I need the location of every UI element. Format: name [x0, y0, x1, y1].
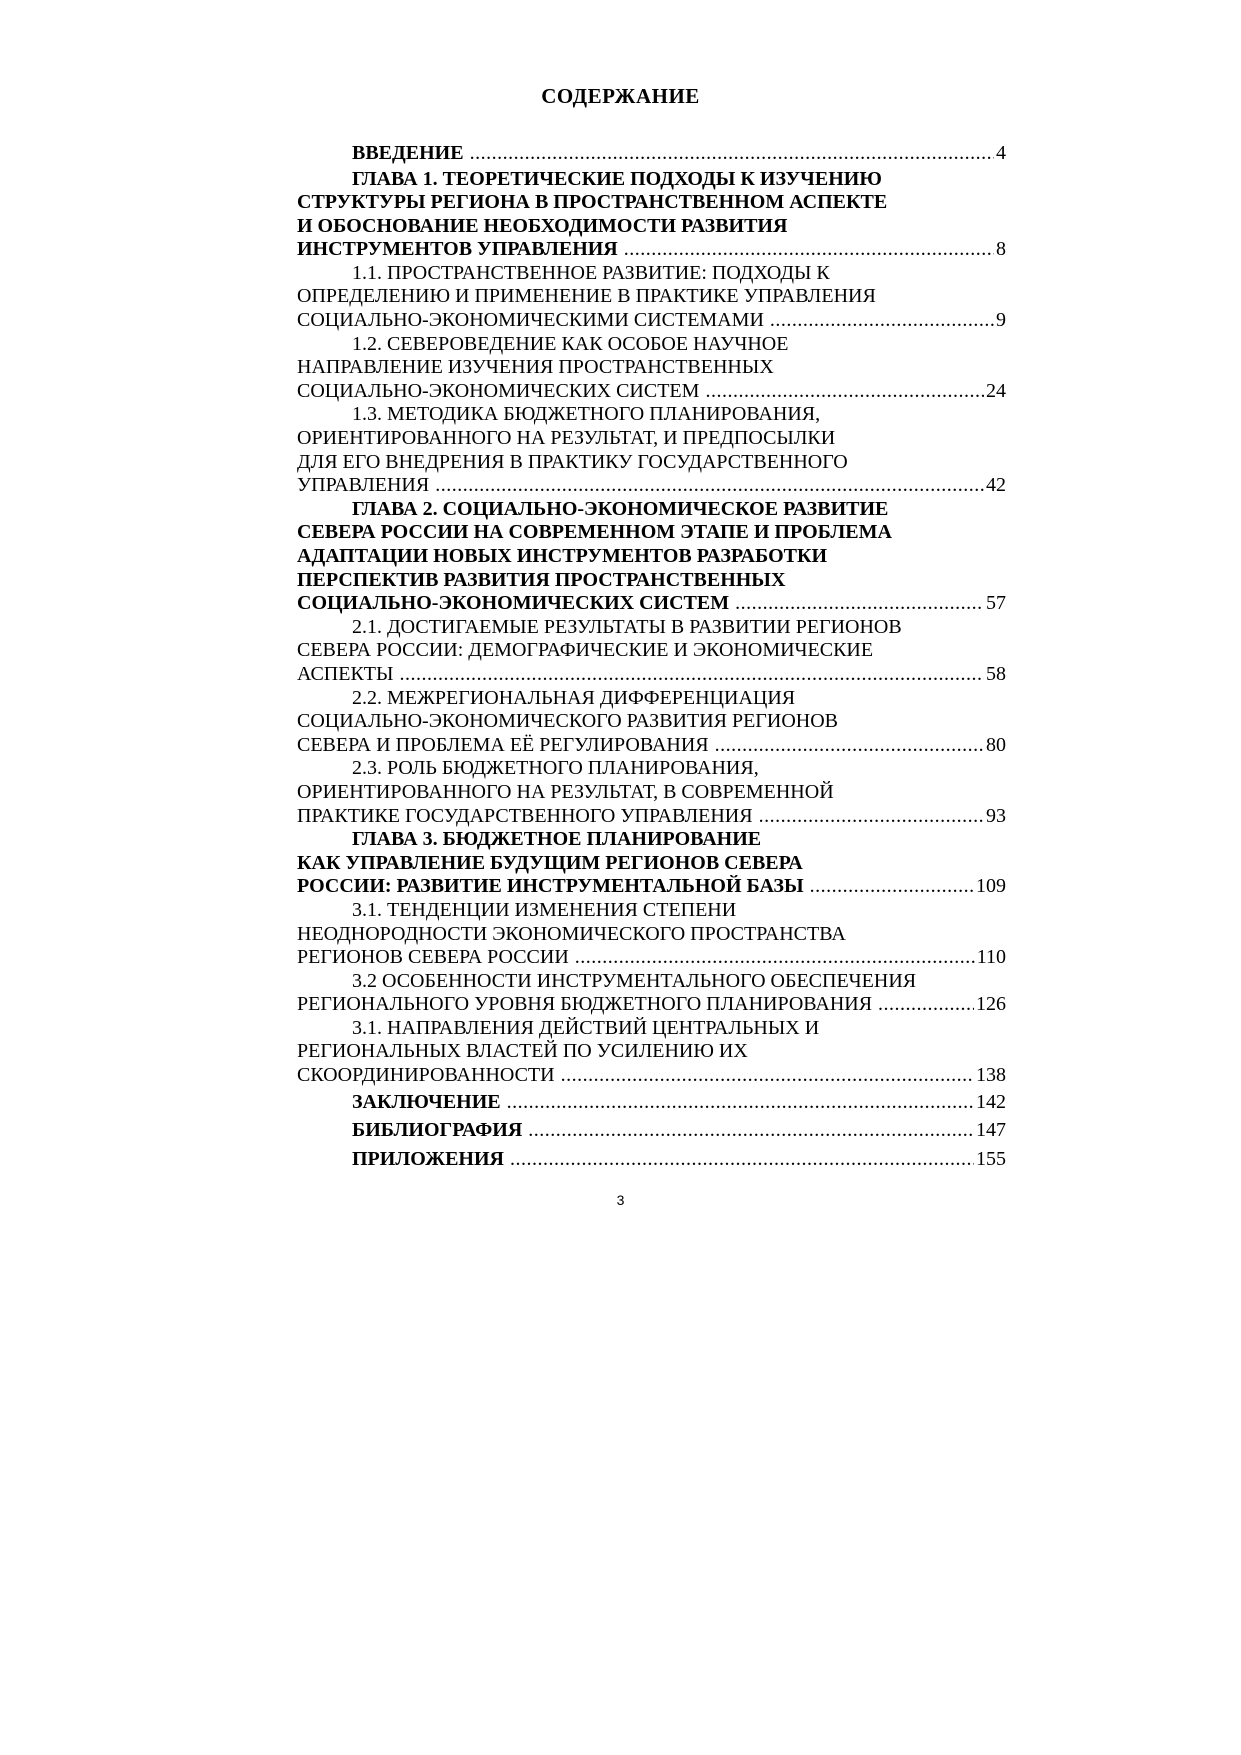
toc-entry-title-line: СТРУКТУРЫ РЕГИОНА В ПРОСТРАНСТВЕННОМ АСПЕКТЕ [297, 191, 888, 214]
toc-entry-title-line: ИНСТРУМЕНТОВ УПРАВЛЕНИЯ [297, 238, 618, 261]
toc-entry [297, 616, 1006, 687]
toc-entry [297, 139, 1006, 168]
toc-entry-page: 155 [976, 1147, 1006, 1170]
toc-entry-page: 109 [976, 875, 1006, 898]
toc-entry-page: 142 [976, 1090, 1006, 1113]
toc-entry-title-line: 3.1. НАПРАВЛЕНИЯ ДЕЙСТВИЙ ЦЕНТРАЛЬНЫХ И [352, 1016, 820, 1039]
toc-entry-title-line: КАК УПРАВЛЕНИЕ БУДУЩИМ РЕГИОНОВ СЕВЕРА [297, 851, 803, 874]
toc-entry-title-line: ПРИЛОЖЕНИЯ [352, 1147, 504, 1170]
toc-entry-title-line: 3.1. ТЕНДЕНЦИИ ИЗМЕНЕНИЯ СТЕПЕНИ [352, 898, 737, 921]
toc-entry [297, 498, 1006, 616]
toc-entry-title-line: ГЛАВА 2. СОЦИАЛЬНО-ЭКОНОМИЧЕСКОЕ РАЗВИТИЕ [352, 497, 889, 520]
toc-entry-title-line: СЕВЕРА РОССИИ НА СОВРЕМЕННОМ ЭТАПЕ И ПРОБЛЕМА [297, 521, 892, 544]
toc-entry-title-line: И ОБОСНОВАНИЕ НЕОБХОДИМОСТИ РАЗВИТИЯ [297, 214, 788, 237]
toc-entry-page: 4 [996, 142, 1006, 164]
dot-leader [470, 139, 994, 168]
toc-entry-title-line: НЕОДНОРОДНОСТИ ЭКОНОМИЧЕСКОГО ПРОСТРАНСТВА [297, 922, 846, 945]
toc-entry [297, 168, 1006, 262]
toc-entry-title-line: УПРАВЛЕНИЯ [297, 474, 430, 497]
toc-entry-title-line: 1.2. СЕВЕРОВЕДЕНИЕ КАК ОСОБОЕ НАУЧНОЕ [352, 332, 789, 355]
toc-entry-title-line: АСПЕКТЫ [297, 662, 394, 685]
toc-entry-title-line: СОЦИАЛЬНО-ЭКОНОМИЧЕСКОГО РАЗВИТИЯ РЕГИОНОВ [297, 710, 838, 733]
dot-leader [561, 1064, 974, 1088]
toc-entry-title-line: ВВЕДЕНИЕ [352, 142, 464, 164]
toc-entry [297, 333, 1006, 404]
toc-entry-title-line: НАПРАВЛЕНИЕ ИЗУЧЕНИЯ ПРОСТРАНСТВЕННЫХ [297, 356, 774, 379]
toc-entry [297, 1145, 1006, 1174]
toc-entry-page: 42 [986, 474, 1006, 497]
toc-entry-title-line: АДАПТАЦИИ НОВЫХ ИНСТРУМЕНТОВ РАЗРАБОТКИ [297, 545, 828, 567]
toc-entry-title-line: СЕВЕРА РОССИИ: ДЕМОГРАФИЧЕСКИЕ И ЭКОНОМИЧЕСКИЕ [297, 639, 874, 662]
toc-entry-title-line: РЕГИОНАЛЬНЫХ ВЛАСТЕЙ ПО УСИЛЕНИЮ ИХ [297, 1040, 748, 1063]
toc-entry [297, 757, 1006, 828]
toc-entry-page: 24 [986, 379, 1006, 402]
toc-entry [297, 1017, 1006, 1088]
toc-entry-title-line: СОЦИАЛЬНО-ЭКОНОМИЧЕСКИМИ СИСТЕМАМИ [297, 309, 764, 332]
toc-entry-title-line: ПЕРСПЕКТИВ РАЗВИТИЯ ПРОСТРАНСТВЕННЫХ [297, 568, 786, 591]
dot-leader [510, 1145, 974, 1174]
dot-leader [435, 474, 984, 498]
toc-entry-title-line: СЕВЕРА И ПРОБЛЕМА ЕЁ РЕГУЛИРОВАНИЯ [297, 733, 709, 756]
toc-entry-title-line: 2.1. ДОСТИГАЕМЫЕ РЕЗУЛЬТАТЫ В РАЗВИТИИ РЕГИОНОВ [352, 615, 902, 638]
toc-entry-title-line: СКООРДИНИРОВАННОСТИ [297, 1064, 555, 1087]
toc-entry [297, 687, 1006, 758]
toc-entry-title-line: РЕГИОНАЛЬНОГО УРОВНЯ БЮДЖЕТНОГО ПЛАНИРОВАНИЯ [297, 993, 873, 1016]
table-of-contents [297, 139, 1006, 1173]
page-number: 3 [616, 1192, 625, 1208]
toc-entry [297, 1088, 1006, 1117]
toc-entry-page: 9 [996, 309, 1006, 332]
toc-entry-title-line: ОРИЕНТИРОВАННОГО НА РЕЗУЛЬТАТ, И ПРЕДПОСЫЛКИ [297, 427, 836, 450]
dot-leader [575, 946, 975, 970]
toc-entry-title-line: ОРИЕНТИРОВАННОГО НА РЕЗУЛЬТАТ, В СОВРЕМЕННОЙ [297, 780, 834, 803]
toc-entry-page: 147 [976, 1119, 1006, 1142]
toc-entry-title-line: РОССИИ: РАЗВИТИЕ ИНСТРУМЕНТАЛЬНОЙ БАЗЫ [297, 875, 804, 898]
toc-entry-title-line: ОПРЕДЕЛЕНИЮ И ПРИМЕНЕНИЕ В ПРАКТИКЕ УПРАВЛЕНИЯ [297, 285, 876, 308]
dot-leader [399, 663, 984, 687]
dot-leader [878, 993, 974, 1017]
dot-leader [507, 1088, 974, 1117]
toc-entry-title-line: 2.2. МЕЖРЕГИОНАЛЬНАЯ ДИФФЕРЕНЦИАЦИЯ [352, 686, 796, 709]
toc-entry-page: 110 [976, 946, 1006, 969]
toc-entry [297, 970, 1006, 1017]
toc-entry-title-line: ПРАКТИКЕ ГОСУДАРСТВЕННОГО УПРАВЛЕНИЯ [297, 804, 753, 827]
toc-entry [297, 899, 1006, 970]
toc-entry [297, 828, 1006, 899]
toc-entry-title-line: 1.3. МЕТОДИКА БЮДЖЕТНОГО ПЛАНИРОВАНИЯ, [352, 403, 821, 426]
toc-entry-page: 126 [976, 993, 1006, 1016]
toc-entry-page: 138 [976, 1064, 1006, 1087]
toc-entry-title-line: ЗАКЛЮЧЕНИЕ [352, 1090, 501, 1113]
toc-entry [297, 1116, 1006, 1145]
toc-entry-title-line: СОЦИАЛЬНО-ЭКОНОМИЧЕСКИХ СИСТЕМ [297, 592, 730, 615]
dot-leader [624, 238, 994, 262]
toc-entry-title-line: 2.3. РОЛЬ БЮДЖЕТНОГО ПЛАНИРОВАНИЯ, [352, 757, 759, 780]
dot-leader [715, 734, 984, 758]
toc-entry [297, 262, 1006, 333]
toc-entry-page: 8 [996, 238, 1006, 261]
dot-leader [810, 875, 974, 899]
toc-entry-title-line: 1.1. ПРОСТРАНСТВЕННОЕ РАЗВИТИЕ: ПОДХОДЫ К [352, 261, 830, 284]
toc-entry-page: 57 [986, 592, 1006, 615]
toc-entry-title-line: РЕГИОНОВ СЕВЕРА РОССИИ [297, 946, 569, 969]
toc-entry-title-line: 3.2 ОСОБЕННОСТИ ИНСТРУМЕНТАЛЬНОГО ОБЕСПЕЧЕНИЯ [352, 969, 917, 992]
toc-entry-title-line: БИБЛИОГРАФИЯ [352, 1119, 523, 1142]
dot-leader [735, 592, 984, 616]
toc-entry-page: 58 [986, 662, 1006, 685]
toc-entry-page: 80 [986, 733, 1006, 756]
dot-leader [528, 1116, 974, 1145]
toc-entry-title-line: ГЛАВА 1. ТЕОРЕТИЧЕСКИЕ ПОДХОДЫ К ИЗУЧЕНИЮ [352, 167, 882, 190]
toc-entry [297, 403, 1006, 497]
dot-leader [759, 805, 984, 829]
toc-entry-title-line: ГЛАВА 3. БЮДЖЕТНОЕ ПЛАНИРОВАНИЕ [352, 828, 762, 851]
dot-leader [770, 309, 994, 333]
dot-leader [705, 380, 984, 404]
toc-entry-page: 93 [986, 804, 1006, 827]
toc-heading: СОДЕРЖАНИЕ [541, 84, 700, 108]
toc-entry-title-line: ДЛЯ ЕГО ВНЕДРЕНИЯ В ПРАКТИКУ ГОСУДАРСТВЕННОГО [297, 450, 848, 473]
toc-entry-title-line: СОЦИАЛЬНО-ЭКОНОМИЧЕСКИХ СИСТЕМ [297, 379, 700, 402]
